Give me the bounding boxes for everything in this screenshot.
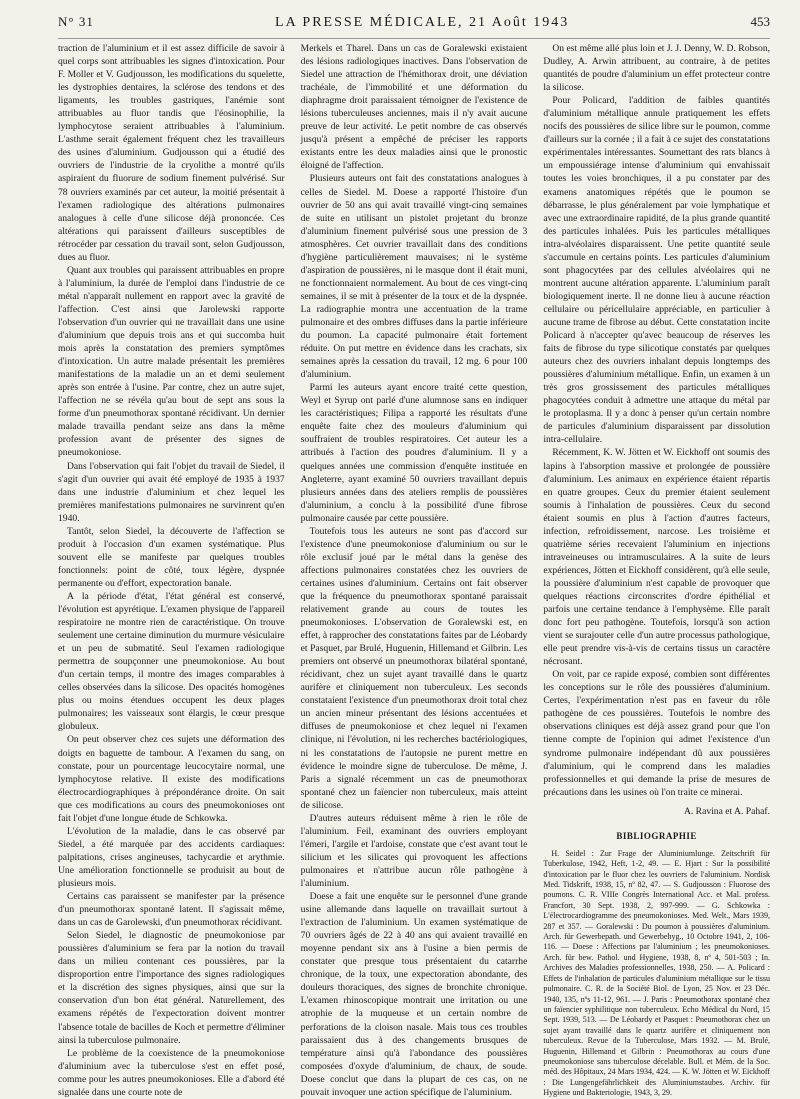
paragraph: Tantôt, selon Siedel, la découverte de l'affection se produit à l'occasion d'un examen systématique. Plus souvent elle se manifeste par quelques troubles fonctionnels: point de côté, toux légère, dyspnée permanente ou d'effort, expectoration banale. xyxy=(58,525,285,589)
paragraph: Plusieurs auteurs ont fait des constatations analogues à celles de Siedel. M. Doese a rapporté l'histoire d'un ouvrier de 50 ans qui avait travaillé vingt-cinq semaines de suite en utilisant un pistolet projetant du bronze d'aluminium finement pulvérisé sous une pression de 3 atmosphères. Cet ouvrier travaillait dans des conditions d'hygiène particulièrement mauvaises; ni le système d'aspiration de poussières, ni le masque dont il était muni, ne fonctionnaient normalement. Au bout de ces vingt-cinq semaines, il se mit à présenter de la toux et de la dyspnée. La radiographie montra une accentuation de la trame pulmonaire et des ombres diffuses dans la partie inférieure du poumon. La capacité pulmonaire était fortement réduite. On put mettre en évidence dans les crachats, six semaines après la cessation du travail, 12 mg. 6 pour 100 d'aluminium. xyxy=(300,173,528,381)
paragraph: traction de l'aluminium et il est assez difficile de savoir à quel corps sont attribuables les signes d'intoxication. Pour F. Moller et V. Gudjousson, les modifications du squelette, les dystrophies dentaires, la sclérose des tendons et des ligaments, les troubles gastriques, l'anémie sont attribuables au fluor tandis que l'éosinophilie, la lymphocytose seraient attribuables à l'aluminium. L'asthme serait également fréquent chez les travailleurs des usines d'aluminium. Gudjousson qui a étudié des ouvriers de l'industrie de la cryolithe a montré qu'ils aspiraient du fluorure de sodium finement pulvérisé. Sur 78 ouvriers examinés par cet auteur, la moitié présentait à l'examen radiologique des altérations pulmonaires analogues à celle d'une silicose déjà prononcée. Ces altérations qui paraissent d'ailleurs susceptibles de rétrocéder par cessation du travail sont, selon Gudjousson, dues au fluor. xyxy=(58,43,285,263)
journal-title: LA PRESSE MÉDICALE, 21 Août 1943 xyxy=(275,15,570,30)
paragraph: Merkels et Tharel. Dans un cas de Goralewski existaient des lésions radiologiques inactives. Dans l'observation de Siedel une attraction de l'hémithorax droit, une déviation trachéale, de l'immobilité et une déformation du diaphragme droit paraissaient témoigner de l'existence de lésions tuberculeuses anciennes, mais il n'y avait aucune preuve de leur activité. Le petit nombre de cas observés jusqu'à présent a empêché de préciser les rapports existants entre les deux maladies ainsi que le pronostic éloigné de l'affection. xyxy=(300,43,528,172)
paragraph: Quant aux troubles qui paraissent attribuables en propre à l'aluminium, la durée de l'emploi dans l'industrie de ce métal n'apparaît nullement en rapport avec la gravité de l'affection. C'est ainsi que Jarolewski rapporte l'observation d'un ouvrier qui ne travaillait dans une usine d'aluminium que depuis trois ans et qui succomba huit mois après la constatation des premiers symptômes d'intoxication. Un autre malade présentait les premières manifestations de la maladie un an et demi seulement après son entrée à l'usine. Par contre, chez un autre sujet, l'affection ne se révéla qu'au bout de sept ans sous la forme d'un pneumothorax spontané récidivant. Un dernier malade travailla pendant seize ans dans la même profession avant de présenter des signes de pneumokoniose. xyxy=(58,264,285,459)
paragraph: Selon Siedel, le diagnostic de pneumokoniose par poussières d'aluminium se fera par la notion du travail dans un milieu contenant ces poussières, par la disproportion entre l'importance des signes radiologiques et la discrétion des signes physiques, ainsi que sur la conservation d'un bon état général. Naturellement, des examens répétés de l'expectoration doivent montrer l'absence totale de bacilles de Koch et permettre d'éliminer ainsi la tuberculose pulmonaire. xyxy=(58,930,285,1046)
paragraph: On peut observer chez ces sujets une déformation des doigts en baguette de tambour. A l'examen du sang, on constate, pour un pourcentage leucocytaire normal, une lymphocytose relative. Il existe des modifications électrocardiographiques à prépondérance droite. On sait que ces modifications au cours des pneumokonioses ont fait l'objet d'une longue étude de Schkowka. xyxy=(58,734,285,824)
paragraph: Certains cas paraissent se manifester par la présence d'un pneumothorax spontané latent. Il s'agissait même, dans un cas de Garolewski, d'un pneumothorax récidivant. xyxy=(58,891,285,929)
paragraph: A la période d'état, l'état général est conservé, l'évolution est apyrétique. L'examen physique de l'appareil respiratoire ne montre rien de caractéristique. On trouve seulement une certaine diminution du murmure vésiculaire et un peu de submatité. Seul l'examen radiologique permettra de soupçonner une pneumokoniose. Au bout d'un certain temps, il montre des images comparables à celles observées dans la silicose. Des opacités homogènes plus ou moins étendues occupent les deux plages pulmonaires; les vaisseaux sont élargis, le cœur presque globuleux. xyxy=(58,590,285,733)
bibliography-heading: BIBLIOGRAPHIE xyxy=(616,830,697,841)
column-1 xyxy=(58,42,285,1098)
paragraph: On voit, par ce rapide exposé, combien sont différentes les conceptions sur le rôle des poussières d'aluminium. Certes, l'expérimentation n'est pas en faveur du rôle pathogène de ces poussières. Toutefois le nombre des observations cliniques est déjà assez grand pour que l'on tienne compte de l'opinion qui admet l'existence d'un syndrome pulmonaire indépendant dû aux poussières d'aluminium, qui le comprend dans les maladies professionnelles et qui demande la prise de mesures de précautions dans les usines où l'on traite ce minerai. xyxy=(543,669,771,798)
paragraph: Dans l'observation qui fait l'objet du travail de Siedel, il s'agit d'un ouvrier qui avait été employé de 1935 à 1937 dans une industrie d'aluminium et chez lequel les premières manifestations pulmonaires ne survinrent qu'en 1940. xyxy=(58,460,285,524)
paragraph: Le problème de la coexistence de la pneumokoniose d'aluminium avec la tuberculose s'est en effet posé, comme pour les autres pneumokonioses. Elle a d'abord été signalée dans une courte note de xyxy=(58,1047,285,1098)
paragraph: Doese a fait une enquête sur le personnel d'une grande usine allemande dans laquelle on travaillait surtout à l'extraction de l'aluminium. Un examen systématique de 70 ouvriers âgés de 22 à 40 ans qui avaient travaillé en moyenne pendant six ans à l'usine a bien permis de constater que presque tous présentaient du catarrhe chronique, de la toux, une expectoration abondante, des douleurs thoraciques, des signes de bronchite chronique. L'examen rhinoscopique montrait une irritation ou une atrophie de la muqueuse et un certain nombre de perforations de la cloison nasale. Mais tous ces troubles paraissaient dus à des changements brusques de température ainsi qu'à l'abondance des poussières composées d'oxyde d'aluminium, de chaux, de soude. Doese conclut que dans la plupart de ces cas, on ne pouvait invoquer une action spécifique de l'aluminium. xyxy=(300,891,528,1098)
paragraph: Parmi les auteurs ayant encore traité cette question, Weyl et Syrup ont parlé d'une alumnose sans en indiquer les caractéristiques; Filipa a rapporté les résultats d'une enquête faite chez des mouleurs d'aluminium qui souffraient de troubles respiratoires. Cet auteur les a attribués à l'action des poudres d'aluminium. Il y a quelques années une commission d'enquête instituée en Angleterre, ayant examiné 50 ouvriers travaillant depuis plusieurs années dans des ateliers remplis de poussières d'aluminium, a conclu à la possibilité d'une fibrose pulmonaire causée par cette poussière. xyxy=(300,382,528,524)
author-signature: A. Ravina et A. Pahaf. xyxy=(683,805,771,817)
paragraph: Pour Policard, l'addition de faibles quantités d'aluminium métallique annule pratiquement les effets nocifs des poussières de silice libre sur le poumon, comme d'ailleurs sur la cornée ; il a fait à ce sujet des constatations expérimentales intéressantes. Soumettant des rats blancs à un empoussiérage intense d'aluminium qui envahissait toutes les voies bronchiques, il a pu constater par des examens anatomiques répétés que le poumon se débarrasse, le plus généralement par voie lymphatique et avec une extraordinaire rapidité, de la plus grande quantité des particules inhalées. Puis les particules métalliques intra-alvéolaires disparaissent. Une petite quantité seule s'accumule en certains points. Les particules d'aluminium sont phagocytées par des cellules alvéolaires qui ne montrent aucune altération apparente. L'aluminium paraît biologiquement inerte. Il ne donne lieu à aucune réaction cellulaire ou péricellulaire appréciable, en particulier à aucune trame de fibrose au début. Cette constatation incite Policard à n'accepter qu'avec beaucoup de réserves les faits de fibrose du type silicotique constatés par quelques auteurs chez des ouvriers inhalant depuis longtemps des poussières d'aluminium métallique. Enfin, un examen à un très gros grossissement des particules métalliques phagocytées conduit à admettre une attaque du métal par le protoplasma. Il y a donc à penser qu'un certain nombre de particules d'aluminium disparaissent par dissolution intra-cellulaire. xyxy=(543,95,771,446)
issue-number: N° 31 xyxy=(58,14,94,29)
paragraph: Toutefois tous les auteurs ne sont pas d'accord sur l'existence d'une pneumokoniose d'aluminium ou sur le rôle exclusif joué par le métal dans la genèse des affections pulmonaires constatées chez les ouvriers de certaines usines d'aluminium. Certains ont fait observer que la fréquence du pneumothorax spontané paraissait relativement grande au cours de toutes les pneumokonioses. L'observation de Goralewski est, en effet, à rapprocher des constatations faites par de Léobardy et Pasquet, par Brulé, Huguenin, Hillemand et Gilbrin. Les premiers ont observé un pneumothorax bilatéral spontané, récidivant, chez un sujet ayant travaillé dans le quartz aurifère et cliniquement non tuberculeux. Les seconds constataient l'existence d'un pneumothorax droit total chez un ancien mineur présentant des lésions accentuées et diffuses de pneumokoniose et chez lequel ni l'examen clinique, ni l'évolution, ni les recherches bactériologiques, ni les constatations de l'autopsie ne purent mettre en évidence le moindre signe de tuberculose. De même, J. Paris a signalé récemment un cas de pneumothorax spontané chez un faïencier non tuberculeux, mais atteint de silicose. xyxy=(300,525,528,811)
page-number: 453 xyxy=(750,14,770,29)
bibliography xyxy=(543,849,770,1099)
paragraph: D'autres auteurs réduisent même à rien le rôle de l'aluminium. Feil, examinant des ouvriers employant l'émeri, l'argile et l'ardoise, constate que c'est avant tout le silicium et les silicates qui provoquent les affections pulmonaires et n'attribue aucun rôle pathogène à l'aluminium. xyxy=(300,812,528,889)
column-3 xyxy=(543,42,771,1098)
paragraph: On est même allé plus loin et J. J. Denny, W. D. Robson, Dudley, A. Arwin attribuent, au contraire, à de petites quantités de poudre d'aluminium un effet protecteur contre la silicose. xyxy=(543,43,771,94)
column-2 xyxy=(300,42,528,1098)
paragraph: L'évolution de la maladie, dans le cas observé par Siedel, a été marquée par des accidents cardiaques: palpitations, crises angineuses, tachycardie et arythmie. Une amélioration fonctionnelle se produisit au bout de plusieurs mois. xyxy=(58,825,285,889)
bibliography-text: H. Seidel : Zur Frage der Aluminiumlunge. Zeitschrift für Tuberkulose, 1942, Heft, 1-2, 49. — E. Hjart : Sur la possibilité d'intoxication par le fluor chez les ouvriers de l'aluminium. Nordisk Med. Tidskrift, 1938, 15, nº 82, 47. — S. Gudjousson : Fluorose des poumons. C. R. VIIIe Congrès International Acc. et Mal. profess. Francfort, 30 Sept. 1938, 2, 997-999. — G. Schkowka : L'électrocardiogramme des pneumokonioses. Med. Welt., Mars 1939, 287 et 357. — Goralewski : Du poumon à poussières d'aluminium. Arch. für Gewerbepath. und Gewerbehyg., 10 Octobre 1941, 2, 106-116. — Doese : Affections par l'aluminium ; les pneumokonioses. Arch. für bew. Pathol. und Hygiene, 1938, 8, nº 4, 501-503 ; In. Archives des Maladies professionnelles, 1938, 250. — A. Policard : Effets de l'inhalation de particules d'aluminium métallique sur le tissu pulmonaire. C. R. de la Société Biol. de Lyon, 25 Nov. et 23 Déc. 1940, 135, nºs 11-12, 961. — J. Paris : Pneumothorax spontané chez un faïencier syphilitique non tuberculeux. Echo Médical du Nord, 15 Sept. 1939, 513. — De Léobardy et Pasquet : Pneumothorax chez un sujet ayant travaillé dans le quartz aurifère et cliniquement non tuberculeux. Revue de la Tuberculose, Mars 1932. — M. Brulé, Huguenin, Hillemand et Gilbrin : Pneumothorax au cours d'une pneumokoniose sans tuberculose décelable. Bull. et Mém. de la Soc. méd. des Hôpitaux, 24 Mars 1934, 424. — K. W. Jötten et W. Eickhoff : Die Lungengefährlichkeit des Aluminiumstaubes. Archiv. für Hygiene und Bakteriologie, 1943, 3, 29. xyxy=(543,848,771,1098)
article-columns xyxy=(58,42,771,1098)
page-header xyxy=(58,14,770,39)
paragraph: Récemment, K. W. Jötten et W. Eickhoff ont soumis des lapins à l'absorption massive et prolongée de poussière d'aluminium. Les animaux en expérience étaient répartis en quatre groupes. Ceux du premier étaient seulement soumis à l'inhalation de poussières. Ceux du second étaient soumis en plus à l'action d'autres facteurs, infection, refroidissement, narcose. Les troisième et quatrième séries recevaient l'aluminium en injections intraveineuses ou intramusculaires. A la suite de leurs expériences, Jötten et Eickhoff considèrent, qu'à elle seule, la poussière d'aluminium n'est capable de provoquer que quelques réactions circonscrites d'ordre épithélial et parfois une certaine tendance à l'emphysème. Elle paraît donc fort peu pathogène. Toutefois, lorsqu'à son action vient se surajouter celle d'un autre processus pathologique, elle peut prendre vis-à-vis de certains tissus un caractère nécrosant. xyxy=(543,447,771,668)
